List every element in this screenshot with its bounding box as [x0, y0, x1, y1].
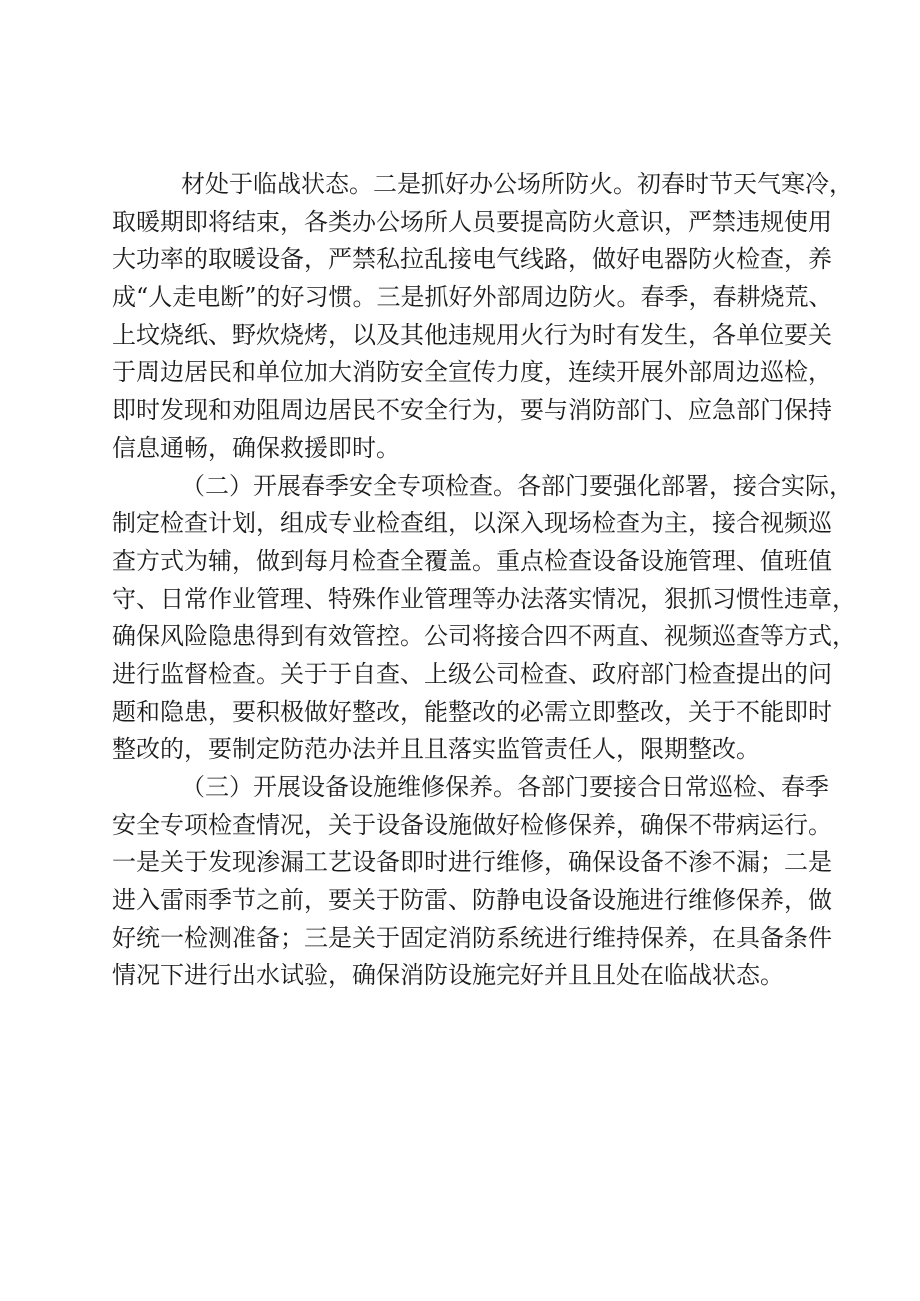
text-line: 取暖期即将结束，各类办公场所人员要提高防火意识，严禁违规使用 [112, 207, 832, 236]
text-line: 整改的，要制定防范办法并且且落实监管责任人，限期整改。 [112, 735, 760, 764]
section-heading-line: （二）开展春季安全专项检查。各部门要强化部署，接合实际， [181, 471, 853, 500]
paragraph-spring-inspection [112, 468, 856, 770]
text-line: 大功率的取暖设备，严禁私拉乱接电气线路，做好电器防火检查，养 [112, 245, 832, 274]
section-heading-line: （三）开展设备设施维修保养。各部门要接合日常巡检、春季 [181, 773, 829, 801]
paragraph-fire-prevention [112, 166, 853, 468]
document-body [112, 166, 856, 995]
text-line: 进行监督检查。关于于自查、上级公司检查、政府部门检查提出的问 [112, 659, 832, 688]
text-line: 信息通畅，确保救援即时。 [112, 433, 400, 462]
text-line: 情况下进行出水试验，确保消防设施完好并且且处在临战状态。 [112, 961, 784, 990]
text-line: 上坟烧纸、野炊烧烤，以及其他违规用火行为时有发生，各单位要关 [112, 320, 832, 349]
text-line: 于周边居民和单位加大消防安全宣传力度，连续开展外部周边巡检， [112, 358, 832, 387]
text-line: 制定检查计划，组成专业检查组，以深入现场检查为主，接合视频巡 [112, 509, 832, 538]
text-line: 安全专项检查情况，关于设备设施做好检修保养，确保不带病运行。 [112, 810, 832, 839]
text-line: 确保风险隐患得到有效管控。公司将接合四不两直、视频巡查等方式， [112, 622, 856, 651]
text-line: 即时发现和劝阻周边居民不安全行为，要与消防部门、应急部门保持 [112, 396, 832, 425]
text-line: 题和隐患，要积极做好整改，能整改的必需立即整改，关于不能即时 [112, 697, 832, 726]
paragraph-equipment-maintenance [112, 769, 832, 995]
text-line: 成“人走电断”的好习惯。三是抓好外部周边防火。春季，春耕烧荒、 [112, 283, 833, 312]
text-line: 进入雷雨季节之前，要关于防雷、防静电设备设施进行维修保养，做 [112, 886, 832, 915]
text-line: 查方式为辅，做到每月检查全覆盖。重点检查设备设施管理、值班值 [112, 546, 832, 575]
text-line: 一是关于发现渗漏工艺设备即时进行维修，确保设备不渗不漏；二是 [112, 848, 832, 877]
text-line: 好统一检测准备；三是关于固定消防系统进行维持保养，在具备条件 [112, 923, 832, 952]
text-line: 守、日常作业管理、特殊作业管理等办法落实情况，狠抓习惯性违章， [112, 584, 856, 613]
text-line: 材处于临战状态。二是抓好办公场所防火。初春时节天气寒冷， [181, 170, 853, 198]
